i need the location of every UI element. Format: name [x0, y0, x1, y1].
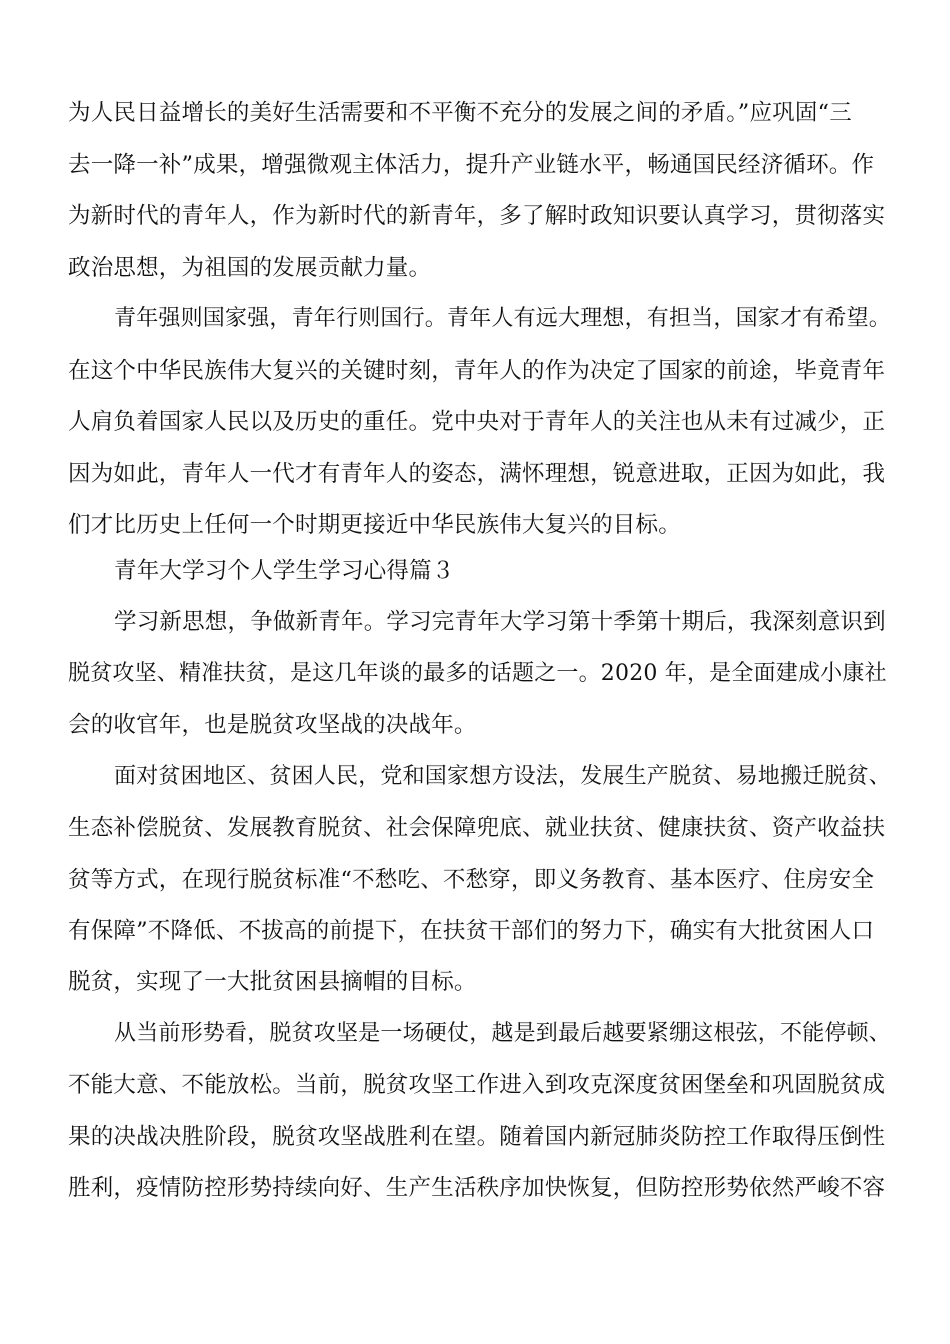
paragraph-4-line-4: 有保障”不降低、不拔高的前提下，在扶贫干部们的努力下，确实有大批贫困人口 — [68, 918, 875, 944]
paragraph-1-line-2: 去一降一补”成果，增强微观主体活力，提升产业链水平，畅通国民经济循环。作 — [68, 152, 875, 178]
paragraph-3-line-1: 学习新思想，争做新青年。学习完青年大学习第十季第十期后，我深刻意识到 — [114, 609, 886, 635]
paragraph-4-line-5: 脱贫，实现了一大批贫困县摘帽的目标。 — [68, 969, 477, 995]
paragraph-2-line-1: 青年强则国家强，青年行则国行。青年人有远大理想，有担当，国家才有希望。 — [114, 306, 892, 331]
paragraph-5-line-3: 果的决战决胜阶段，脱贫攻坚战胜利在望。随着国内新冠肺炎防控工作取得压倒性 — [68, 1124, 886, 1150]
paragraph-5-line-1: 从当前形势看，脱贫攻坚是一场硬仗，越是到最后越要紧绷这根弦，不能停顿、 — [114, 1021, 892, 1046]
section-heading: 青年大学习个人学生学习心得篇３ — [114, 558, 455, 584]
paragraph-2-line-5: 们才比历史上任何一个时期更接近中华民族伟大复兴的目标。 — [68, 512, 681, 538]
paragraph-2-line-4: 因为如此，青年人一代才有青年人的姿态，满怀理想，锐意进取，正因为如此，我 — [68, 461, 886, 487]
paragraph-1-line-4: 政治思想，为祖国的发展贡献力量。 — [68, 255, 432, 281]
paragraph-4-line-2: 生态补偿脱贫、发展教育脱贫、社会保障兜底、就业扶贫、健康扶贫、资产收益扶 — [68, 815, 886, 841]
paragraph-1-line-1: 为人民日益增长的美好生活需要和不平衡不充分的发展之间的矛盾。”应巩固“三 — [68, 100, 852, 126]
paragraph-3-line-3: 会的收官年，也是脱贫攻坚战的决战年。 — [68, 712, 477, 738]
paragraph-1-line-3: 为新时代的青年人，作为新时代的新青年，多了解时政知识要认真学习，贯彻落实 — [68, 203, 886, 229]
paragraph-5-line-2: 不能大意、不能放松。当前，脱贫攻坚工作进入到攻克深度贫困堡垒和巩固脱贫成 — [68, 1072, 886, 1098]
paragraph-4-line-3: 贫等方式，在现行脱贫标准“不愁吃、不愁穿，即义务教育、基本医疗、住房安全 — [68, 867, 875, 893]
paragraph-3-line-2: 脱贫攻坚、精准扶贫，是这几年谈的最多的话题之一。2020 年，是全面建成小康社 — [68, 661, 887, 686]
paragraph-5-line-4: 胜利，疫情防控形势持续向好、生产生活秩序加快恢复，但防控形势依然严峻不容 — [68, 1175, 886, 1201]
paragraph-4-line-1: 面对贫困地区、贫困人民，党和国家想方设法，发展生产脱贫、易地搬迁脱贫、 — [114, 764, 892, 789]
paragraph-2-line-3: 人肩负着国家人民以及历史的重任。党中央对于青年人的关注也从未有过减少，正 — [68, 409, 886, 435]
paragraph-2-line-2: 在这个中华民族伟大复兴的关键时刻，青年人的作为决定了国家的前途，毕竟青年 — [68, 358, 886, 384]
